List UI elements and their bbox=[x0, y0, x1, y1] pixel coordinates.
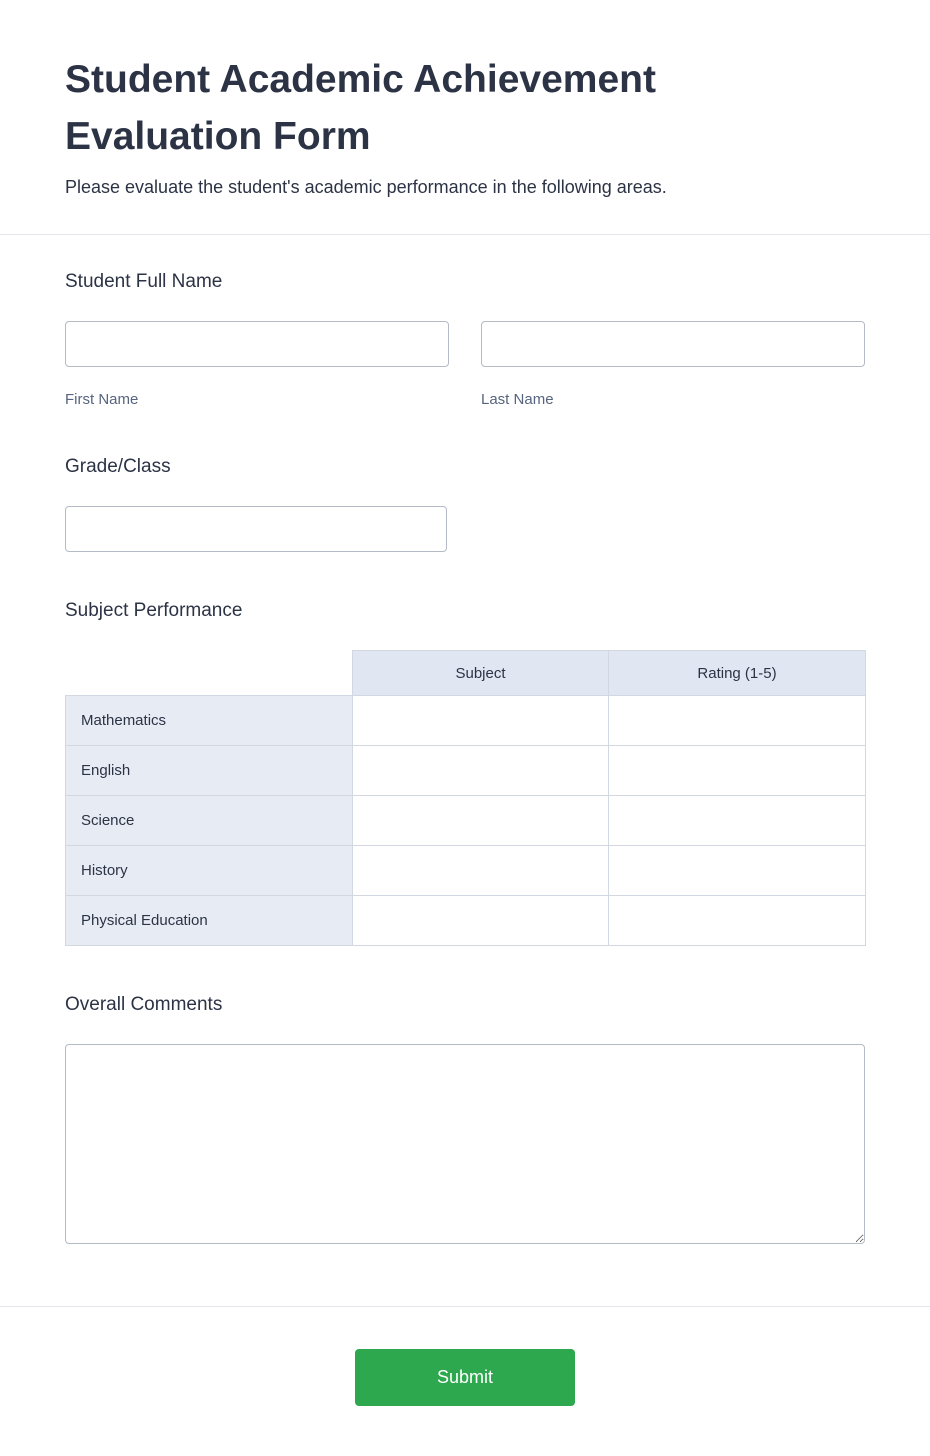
section-full-name bbox=[65, 271, 865, 408]
row-label-science: Science bbox=[66, 796, 353, 846]
form-subtitle: Please evaluate the student's academic performance in the following areas. bbox=[65, 177, 667, 198]
row-label-mathematics: Mathematics bbox=[66, 696, 353, 746]
table-corner-cell bbox=[66, 651, 353, 696]
grade-class-label: Grade/Class bbox=[65, 456, 171, 478]
table-row-english bbox=[66, 746, 866, 796]
cell-physical-education-subject[interactable] bbox=[353, 896, 609, 946]
table-row-physical-education bbox=[66, 896, 866, 946]
last-name-sublabel: Last Name bbox=[481, 391, 554, 409]
cell-physical-education-rating[interactable] bbox=[609, 896, 866, 946]
row-label-english: English bbox=[66, 746, 353, 796]
cell-english-subject[interactable] bbox=[353, 746, 609, 796]
form-title: Student Academic Achievement Evaluation Form bbox=[65, 58, 656, 158]
cell-mathematics-rating[interactable] bbox=[609, 696, 866, 746]
first-name-group bbox=[65, 321, 449, 408]
last-name-group bbox=[481, 321, 865, 408]
table-row-mathematics bbox=[66, 696, 866, 746]
cell-mathematics-subject[interactable] bbox=[353, 696, 609, 746]
row-label-physical-education: Physical Education bbox=[66, 896, 353, 946]
section-grade-class bbox=[65, 456, 865, 552]
submit-button[interactable]: Submit bbox=[355, 1349, 575, 1406]
form-body bbox=[0, 235, 930, 1306]
full-name-label: Student Full Name bbox=[65, 271, 223, 293]
cell-english-rating[interactable] bbox=[609, 746, 866, 796]
table-row-science bbox=[66, 796, 866, 846]
table-row-history bbox=[66, 846, 866, 896]
subject-performance-label: Subject Performance bbox=[65, 600, 243, 622]
cell-history-rating[interactable] bbox=[609, 846, 866, 896]
first-name-sublabel: First Name bbox=[65, 391, 139, 409]
first-name-input[interactable] bbox=[65, 321, 449, 367]
cell-science-rating[interactable] bbox=[609, 796, 866, 846]
table-header-row bbox=[66, 651, 866, 696]
table-col-subject: Subject bbox=[353, 651, 609, 696]
subject-performance-table bbox=[65, 650, 866, 946]
form-header bbox=[0, 0, 930, 234]
form-footer bbox=[0, 1306, 930, 1456]
overall-comments-textarea[interactable] bbox=[65, 1044, 865, 1244]
section-overall-comments bbox=[65, 994, 865, 1249]
cell-science-subject[interactable] bbox=[353, 796, 609, 846]
full-name-fields bbox=[65, 321, 865, 408]
overall-comments-label: Overall Comments bbox=[65, 994, 223, 1016]
grade-class-input[interactable] bbox=[65, 506, 447, 552]
section-subject-performance bbox=[65, 600, 865, 946]
table-col-rating: Rating (1-5) bbox=[609, 651, 866, 696]
last-name-input[interactable] bbox=[481, 321, 865, 367]
row-label-history: History bbox=[66, 846, 353, 896]
cell-history-subject[interactable] bbox=[353, 846, 609, 896]
